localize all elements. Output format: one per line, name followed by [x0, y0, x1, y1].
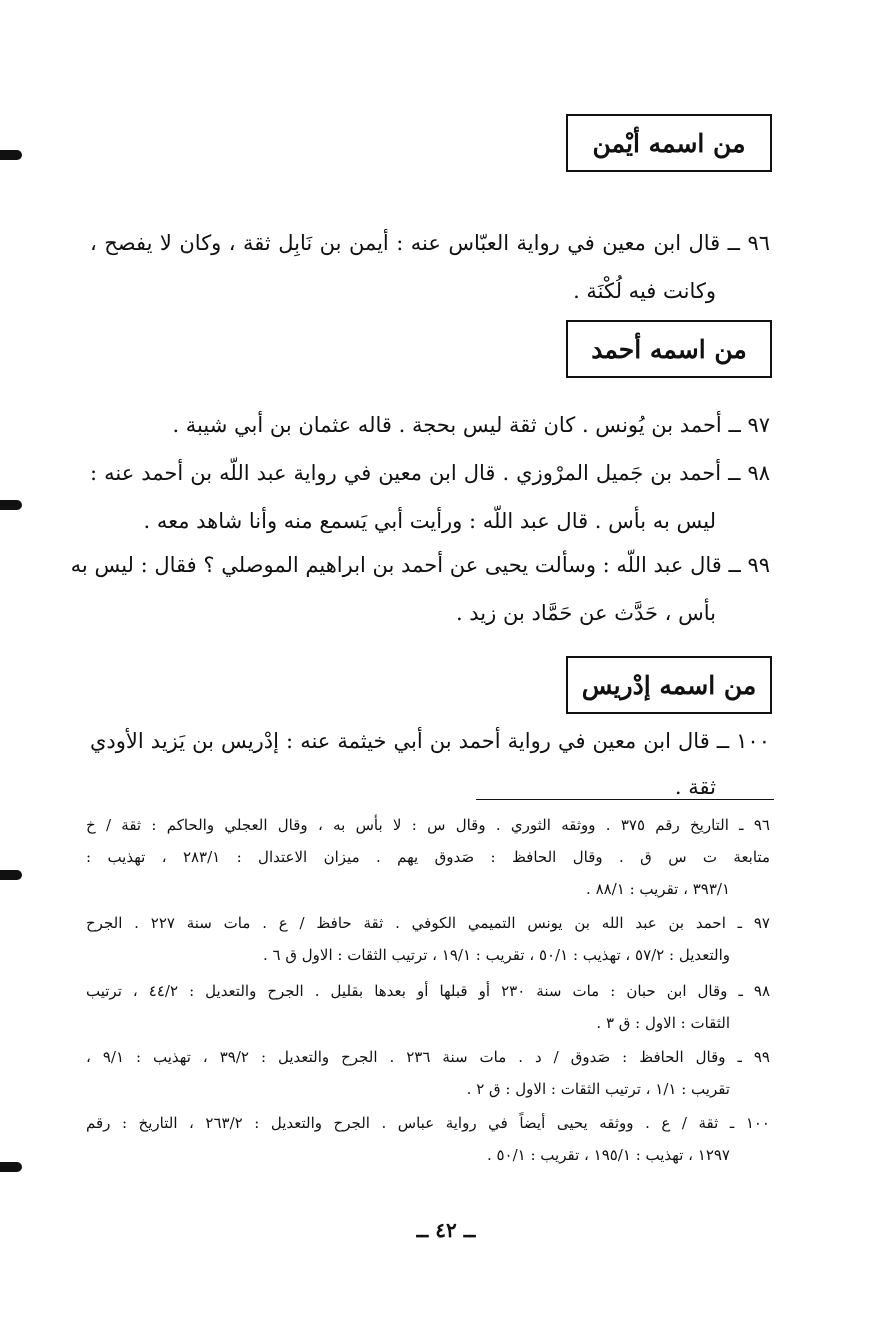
entry-line: بأس ، حَدَّث عن حَمَّاد بن زيد .: [455, 601, 716, 625]
entry-line: وكانت فيه لُكْنَة .: [573, 279, 716, 303]
entry-line: ٩٧ ــ أحمد بن يُونس . كان ثقة ليس بحجة . قاله عثمان بن أبي شيبة .: [172, 413, 770, 437]
entry-line: ١٠٠ ــ قال ابن معين في رواية أحمد بن أبي خيثمة عنه : إدْريس بن يَزيد الأودي: [90, 729, 770, 753]
footnote-line: ١٠٠ ـ ثقة / ع . ووثقه يحيى أيضاً في رواية عباس . الجرح والتعديل : ٢٦٣/٢ ، التاريخ : رقم: [86, 1114, 770, 1132]
footnote-line: ٩٦ ـ التاريخ رقم ٣٧٥ . ووثقه الثوري . وقال س : لا بأس به ، وقال العجلي والحاكم : ثقة / خ: [86, 816, 770, 834]
footnote-line: ٩٩ ـ وقال الحافظ : صَدوق / د . مات سنة ٢٣٦ . الجرح والتعديل : ٣٩/٢ ، تهذيب : ٩/١ ،: [86, 1048, 770, 1066]
footnote-line: ٣٩٣/١ ، تقريب : ٨٨/١ .: [586, 880, 730, 898]
footnote-line: والتعديل : ٥٧/٢ ، تهذيب : ٥٠/١ ، تقريب : ١٩/١ ، ترتيب الثقات : الاول ق ٦ .: [262, 946, 730, 964]
scan-mark: [0, 150, 22, 160]
entry-line: ٩٦ ــ قال ابن معين في رواية العبّاس عنه : أيمن بن نَابِل ثقة ، وكان لا يفصح ،: [90, 231, 770, 255]
scan-mark: [0, 500, 22, 510]
footnote-rule: [476, 799, 774, 800]
footnote-line: ٩٨ ـ وقال ابن حبان : مات سنة ٢٣٠ أو قبلها أو بعدها بقليل . الجرح والتعديل : ٤٤/٢ ، ترتيب: [86, 982, 771, 1000]
entry-line: ليس به بأس . قال عبد اللّه : ورأيت أبي يَسمع منه وأنا شاهد معه .: [143, 509, 716, 533]
section-heading: من اسمه إدْريس: [566, 656, 772, 714]
scan-mark: [0, 870, 22, 880]
footnote-line: متابعة ت س ق . وقال الحافظ : صَدوق يهم . ميزان الاعتدال : ٢٨٣/١ ، تهذيب :: [86, 848, 770, 866]
entry-line: ٩٨ ــ أحمد بن جَميل المرْوزي . قال ابن معين في رواية عبد اللّه بن أحمد عنه :: [90, 461, 770, 485]
entry-line: ثقة .: [674, 775, 716, 799]
section-heading: من اسمه أيْمن: [566, 114, 772, 172]
section-heading: من اسمه أحمد: [566, 320, 772, 378]
footnote-line: ١٢٩٧ ، تهذيب : ١٩٥/١ ، تقريب : ٥٠/١ .: [486, 1146, 730, 1164]
footnote-line: الثقات : الاول : ق ٣ .: [596, 1014, 730, 1032]
entry-line: ٩٩ ــ قال عبد اللّه : وسألت يحيى عن أحمد بن ابراهيم الموصلي ؟ فقال : ليس به: [70, 553, 770, 577]
footnote-line: ٩٧ ـ احمد بن عبد الله بن يونس التميمي الكوفي . ثقة حافظ / ع . مات سنة ٢٢٧ . الجرح: [86, 914, 770, 932]
footnote-line: تقريب : ١/١ ، ترتيب الثقات : الاول : ق ٢ .: [466, 1080, 730, 1098]
scan-mark: [0, 1162, 22, 1172]
page-number: ــ ٤٢ ــ: [416, 1218, 476, 1242]
